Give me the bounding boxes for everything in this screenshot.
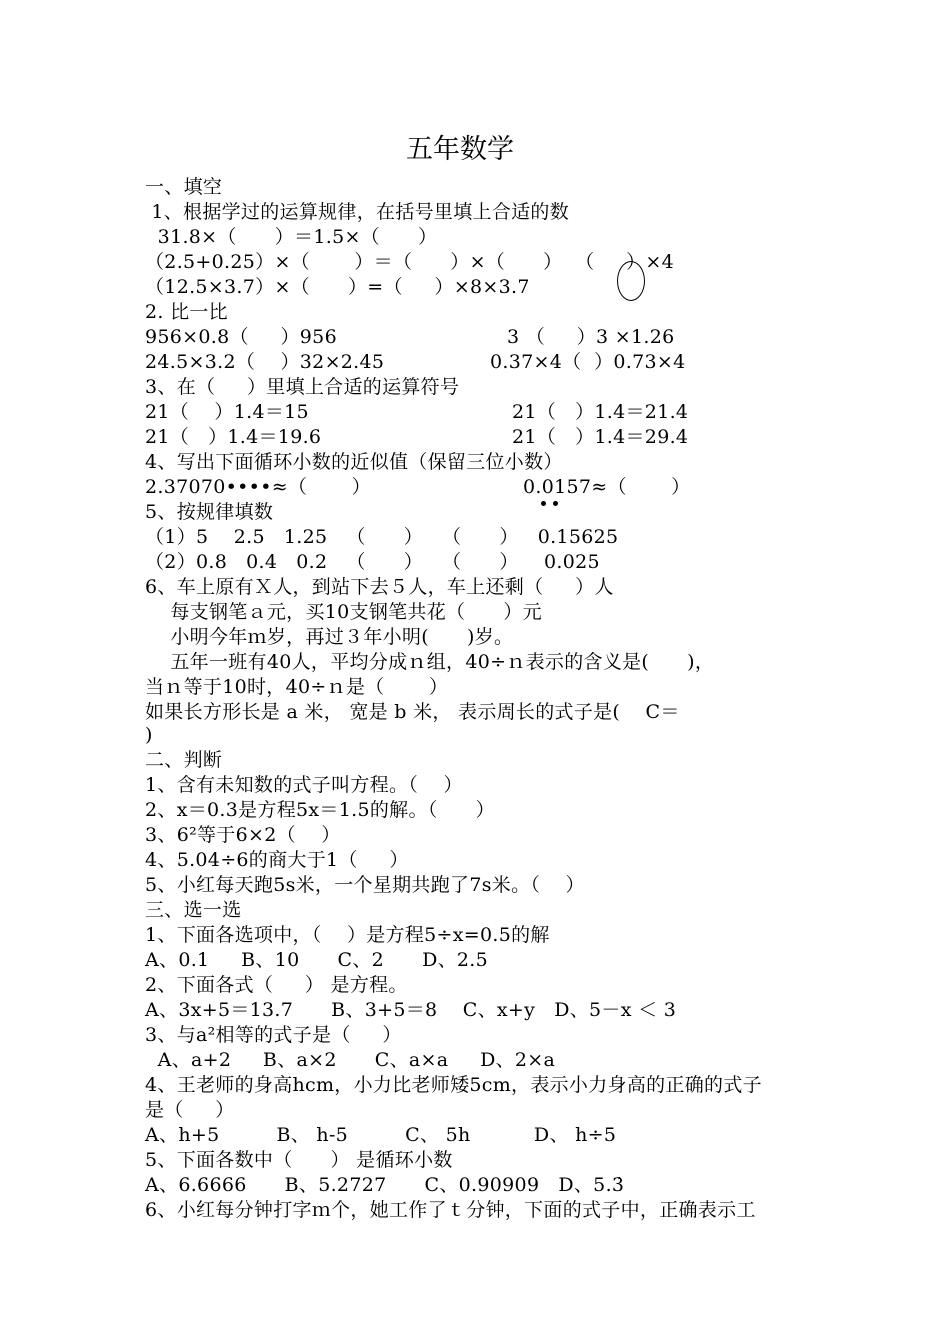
question-text: 3、与a²相等的式子是（ ）	[145, 1024, 402, 1046]
question-text: 21（ ）1.4＝21.4	[512, 401, 689, 423]
question-text: 21（ ）1.4＝19.6	[145, 426, 322, 448]
question-text: 31.8×（ ）＝1.5×（ ）	[145, 226, 438, 248]
question-text: 1、下面各选项中，（ ）是方程5÷x=0.5的解	[145, 924, 550, 946]
question-text: 3 （ ）3 ×1.26	[507, 326, 675, 348]
page-title: 五年数学	[406, 134, 514, 165]
question-text: 是（ ）	[145, 1099, 235, 1121]
repeat-dot	[553, 501, 558, 506]
question-text: 0.37×4（ ）0.73×4	[490, 351, 686, 373]
question-text: 5、下面各数中（ ） 是循环小数	[145, 1149, 453, 1171]
question-text: 2. 比一比	[145, 301, 228, 323]
section-heading: 三、选一选	[145, 899, 242, 921]
question-text: （1）5 2.5 1.25 （ ） （ ） 0.15625	[145, 526, 619, 548]
question-text: （2）0.8 0.4 0.2 （ ） （ ） 0.025	[145, 551, 600, 573]
question-text: 3、在（ ）里填上合适的运算符号	[145, 376, 460, 398]
answer-options: A、3x+5＝13.7 B、3+5＝8 C、x+y D、5－x ＜ 3	[145, 999, 677, 1021]
answer-options: A、h+5 B、 h-5 C、 5h D、 h÷5	[145, 1124, 617, 1146]
question-text: 4、写出下面循环小数的近似值（保留三位小数）	[145, 451, 563, 473]
question-text: )	[145, 724, 153, 746]
question-text: 2.37070••••≈（ ）	[145, 476, 371, 498]
question-text: 1、根据学过的运算规律，在括号里填上合适的数	[145, 201, 570, 223]
question-text: 956×0.8（ ）956	[145, 326, 337, 348]
answer-options: A、0.1 B、10 C、2 D、2.5	[145, 949, 489, 971]
question-text: （12.5×3.7）×（ ）=（ ）×8×3.7	[145, 276, 530, 298]
section-heading: 一、填空	[145, 176, 223, 198]
question-text: 如果长方形长是 a 米， 宽是 b 米， 表示周长的式子是( C＝	[145, 701, 680, 723]
section-heading: 二、判断	[145, 749, 223, 771]
circle-mark	[617, 261, 645, 301]
question-text: 4、5.04÷6的商大于1（ ）	[145, 849, 409, 871]
question-text: 3、6²等于6×2（ ）	[145, 824, 341, 846]
question-text: 21（ ）1.4＝15	[145, 401, 309, 423]
question-text: 4、王老师的身高hcm，小力比老师矮5cm，表示小力身高的正确的式子	[145, 1074, 762, 1096]
question-text: 1、含有未知数的式子叫方程。（ ）	[145, 774, 463, 796]
question-text: 6、小红每分钟打字ｍ个，她工作了ｔ分钟，下面的式子中，正确表示工	[145, 1199, 756, 1221]
question-text: 当ｎ等于10时，40÷ｎ是（ ）	[145, 676, 449, 698]
question-text: 小明今年ｍ岁，再过３年小明( )岁。	[145, 626, 514, 648]
question-text: 0.0157≈（ ）	[523, 476, 691, 498]
question-text: 5、小红每天跑5s米，一个星期共跑了7s米。（ ）	[145, 874, 585, 896]
question-text: 6、车上原有Ｘ人，到站下去５人，车上还剩（ ）人	[145, 576, 614, 598]
answer-options: A、a+2 B、a×2 C、a×a D、2×a	[145, 1049, 556, 1071]
question-text: 24.5×3.2（ ）32×2.45	[145, 351, 385, 373]
repeat-dot	[541, 501, 546, 506]
question-text: （2.5+0.25）×（ ）＝（ ）×（ ） （ ）×4	[145, 251, 675, 273]
question-text: 5、按规律填数	[145, 501, 274, 523]
question-text: 21（ ）1.4＝29.4	[512, 426, 689, 448]
answer-options: A、6.6666 B、5.2727 C、0.90909 D、5.3̇	[145, 1174, 625, 1196]
question-text: 2、下面各式（ ） 是方程。	[145, 974, 408, 996]
question-text: 每支钢笔ａ元，买10支钢笔共花（ ）元	[145, 601, 542, 623]
question-text: 五年一班有40人，平均分成ｎ组，40÷ｎ表示的含义是( )，	[145, 651, 715, 673]
question-text: 2、x＝0.3是方程5x＝1.5的解。（ ）	[145, 799, 495, 821]
